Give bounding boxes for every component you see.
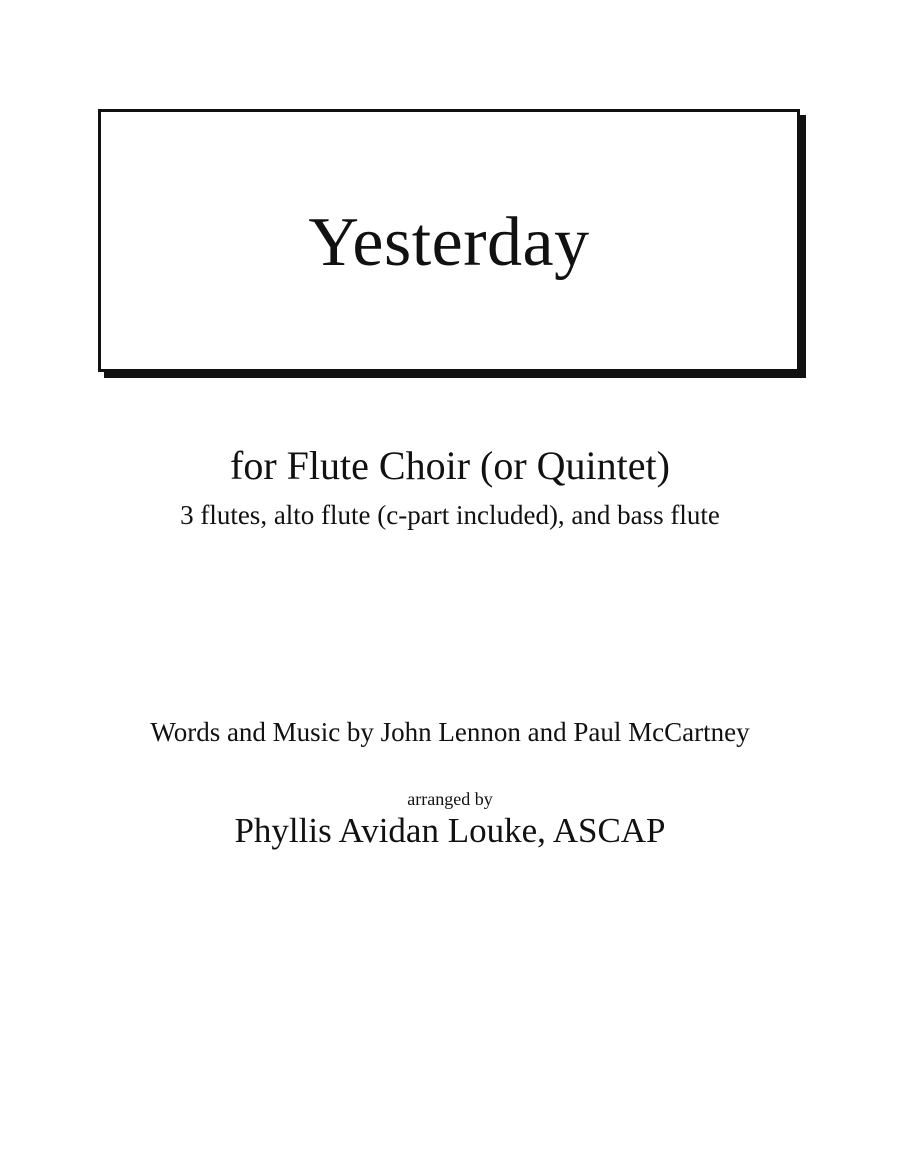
page-title: Yesterday [308, 204, 590, 281]
instrumentation: 3 flutes, alto flute (c-part included), and bass flute [180, 500, 720, 530]
subtitle: for Flute Choir (or Quintet) [230, 443, 670, 488]
arranged-by-label: arranged by [407, 789, 493, 809]
composer-credits: Words and Music by John Lennon and Paul McCartney [150, 717, 750, 747]
arranger-name: Phyllis Avidan Louke, ASCAP [234, 811, 666, 850]
title-frame [98, 109, 800, 372]
